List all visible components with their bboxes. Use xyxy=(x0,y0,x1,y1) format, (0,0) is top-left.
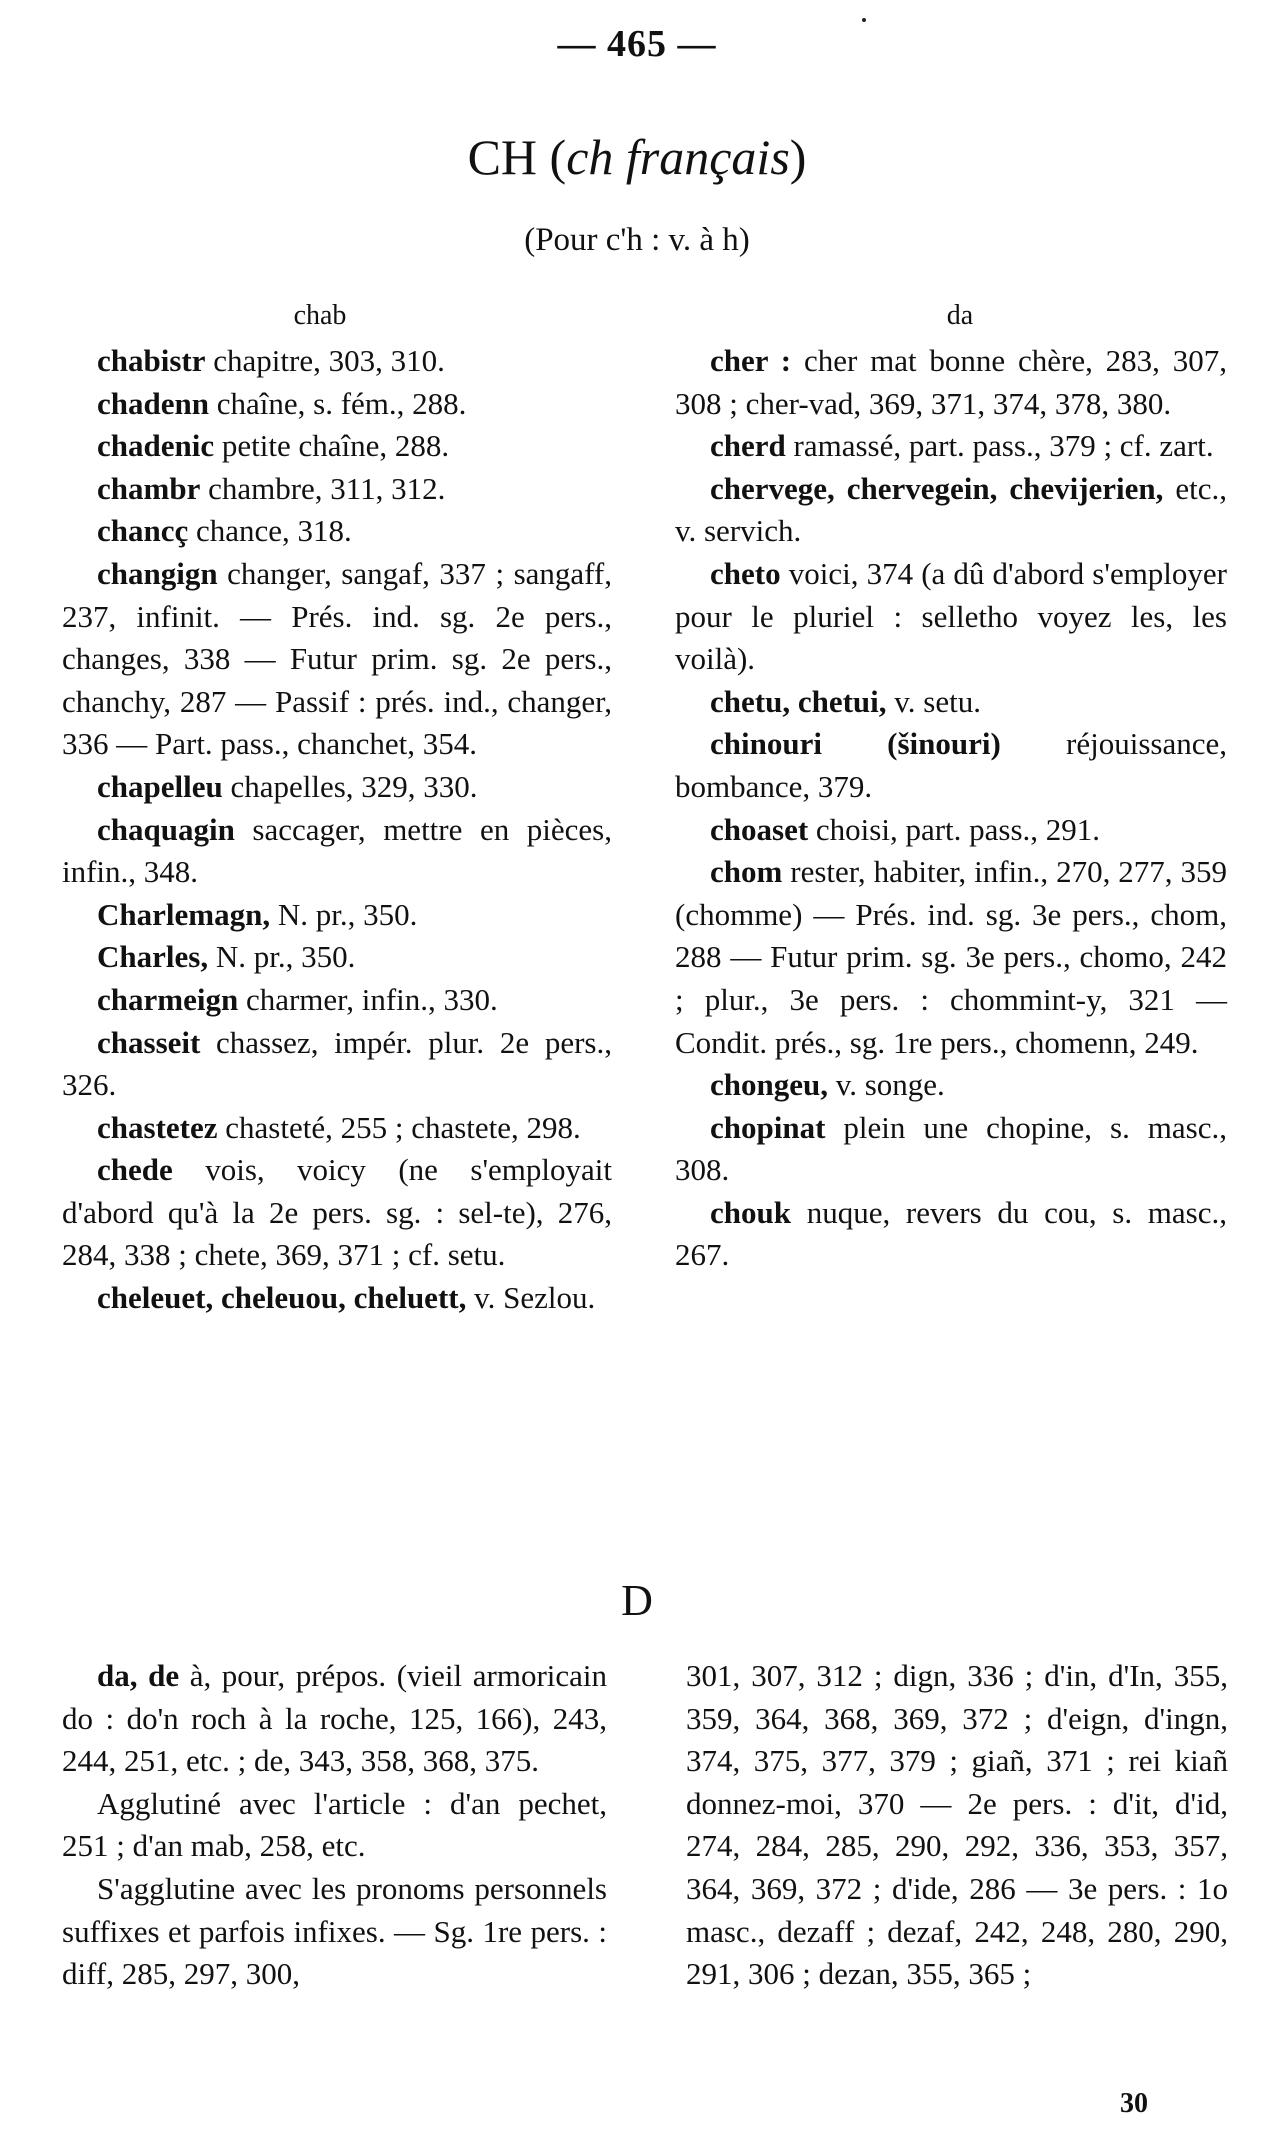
entry-headword: chervege, chervegein, chevijerien, xyxy=(710,470,1164,506)
dictionary-entry xyxy=(62,425,612,468)
entry-headword: chadenic xyxy=(97,428,215,464)
entry-headword: chabistr xyxy=(97,343,206,378)
dictionary-entry xyxy=(675,553,1227,681)
entry-headword: chopinat xyxy=(710,1109,826,1145)
entry-headword: Charlemagn, xyxy=(97,896,271,932)
entry-headword: chadenn xyxy=(97,385,209,421)
entry-headword: chambr xyxy=(97,470,201,506)
entry-headword: choaset xyxy=(710,811,809,847)
entry-definition: à, pour, prépos. (vieil armoricain do : do'n roch à la roche, 125, 166), 243, 244, 251, etc. ; de, 343, 358, 368, 375. xyxy=(62,1658,608,1779)
dictionary-entry xyxy=(62,1783,607,1868)
entry-headword: chastetez xyxy=(97,1109,218,1145)
dictionary-entry xyxy=(675,1064,1227,1107)
entry-headword: chapelleu xyxy=(97,768,223,804)
dictionary-entry xyxy=(675,681,1227,724)
entry-headword: da, de xyxy=(97,1658,180,1693)
entry-headword: chede xyxy=(97,1152,173,1188)
entry-headword: cher : xyxy=(710,343,792,378)
dictionary-entry xyxy=(62,1022,612,1107)
title-paren-close: ) xyxy=(789,129,807,185)
entry-definition: petite chaîne, 288. xyxy=(221,428,450,464)
column-head-left: chab xyxy=(293,300,347,331)
entry-definition: chasteté, 255 ; chastete, 298. xyxy=(225,1109,581,1145)
entry-definition: chapelles, 329, 330. xyxy=(230,768,478,804)
entry-headword: changign xyxy=(97,555,218,591)
signature-mark: 30 xyxy=(1120,2088,1148,2119)
title-italic: ch français xyxy=(566,129,790,185)
dictionary-entry xyxy=(686,1655,1228,1996)
section-title xyxy=(0,128,1274,186)
entry-definition: etc., v. servich. xyxy=(675,470,1227,549)
dictionary-entry xyxy=(675,723,1227,808)
dictionary-entry xyxy=(62,894,612,937)
entry-definition: chaîne, s. fém., 288. xyxy=(216,385,467,421)
entry-definition: N. pr., 350. xyxy=(215,939,356,975)
entry-definition: rester, habiter, infin., 270, 277, 359 (chomme) — Prés. ind. sg. 3e pers., chom, 288 — Futur prim. sg. 3e pers., chomo, 242 ; plur., 3e pers. : chommint-y, 321 — Condit. prés., sg. 1re pers., chomenn, 249. xyxy=(675,854,1227,1060)
dictionary-entry xyxy=(675,340,1227,425)
dictionary-entry xyxy=(62,1655,607,1783)
dictionary-entry xyxy=(62,1868,607,1996)
dictionary-entry xyxy=(675,1192,1227,1277)
dictionary-entry xyxy=(62,979,612,1022)
entry-definition: charmer, infin., 330. xyxy=(245,981,498,1017)
dictionary-entry xyxy=(62,340,612,383)
entry-definition: chambre, 311, 312. xyxy=(208,470,446,506)
dictionary-entry xyxy=(62,510,612,553)
entry-definition: v. Sezlou. xyxy=(474,1280,596,1316)
title-main: CH xyxy=(467,129,538,185)
dictionary-entry xyxy=(675,468,1227,553)
d-right-column xyxy=(686,1655,1228,1996)
dictionary-entry xyxy=(62,1149,612,1277)
title-paren-open: ( xyxy=(549,129,567,185)
entry-headword: chancç xyxy=(97,513,189,549)
entry-definition: réjouissance, bombance, 379. xyxy=(675,726,1227,804)
entry-definition: chapitre, 303, 310. xyxy=(213,343,445,378)
entry-headword: chetu, chetui, xyxy=(710,683,887,719)
entry-definition: ramassé, part. pass., 379 ; cf. zart. xyxy=(793,428,1214,464)
dictionary-entry xyxy=(62,468,612,511)
entry-headword: cherd xyxy=(710,428,786,464)
entry-definition: saccager, mettre en pièces, infin., 348. xyxy=(62,811,612,890)
entry-headword: cheto xyxy=(710,555,781,591)
dictionary-entry xyxy=(62,1277,612,1320)
d-left-column xyxy=(62,1655,607,1996)
entry-definition: N. pr., 350. xyxy=(277,896,418,932)
entry-headword: charmeign xyxy=(97,981,239,1017)
dictionary-entry xyxy=(675,851,1227,1064)
section-letter: D xyxy=(621,1576,653,1625)
dictionary-entry xyxy=(62,809,612,894)
entry-headword: chaquagin xyxy=(97,811,235,847)
dictionary-entry xyxy=(62,1107,612,1150)
dictionary-entry xyxy=(675,425,1227,468)
right-column xyxy=(675,340,1227,1277)
dictionary-entry xyxy=(62,936,612,979)
entry-headword: cheleuet, cheleuou, cheluett, xyxy=(97,1280,467,1316)
entry-headword: chasseit xyxy=(97,1024,201,1060)
entry-headword: chouk xyxy=(710,1194,791,1230)
entry-headword: Charles, xyxy=(97,939,209,975)
subtitle: (Pour c'h : v. à h) xyxy=(524,222,750,258)
entry-definition: vois, voicy (ne s'employait d'abord qu'à la 2e pers. sg. : sel-te), 276, 284, 338 ; chete, 369, 371 ; cf. setu. xyxy=(62,1152,612,1273)
entry-definition: chassez, impér. plur. 2e pers., 326. xyxy=(62,1024,612,1103)
entry-definition: v. songe. xyxy=(835,1067,945,1103)
entry-headword: chongeu, xyxy=(710,1067,828,1103)
dictionary-entry xyxy=(675,809,1227,852)
entry-definition: choisi, part. pass., 291. xyxy=(815,811,1101,847)
entry-definition: 301, 307, 312 ; dign, 336 ; d'in, d'In, 355, 359, 364, 368, 369, 372 ; d'eign, d'ingn, 374, 375, 377, 379 ; giañ, 371 ; rei kiañ donnez-moi, 370 — 2e pers. : d'it, d'id, 274, 284, 285, 290, 292, 336, 353, 357, 364, 369, 372 ; d'ide, 286 — 3e pers. : 1o masc., dezaff ; dezaf, 242, 248, 280, 290, 291, 306 ; dezan, 355, 365 ; xyxy=(686,1658,1228,1992)
column-head-right: da xyxy=(946,300,974,331)
entry-definition: voici, 374 (a dû d'abord s'employer pour le pluriel : selletho voyez les, les voilà). xyxy=(675,555,1228,677)
entry-headword: chom xyxy=(710,854,783,890)
entry-definition: chance, 318. xyxy=(196,513,352,549)
entry-definition: cher mat bonne chère, 283, 307, 308 ; cher-vad, 369, 371, 374, 378, 380. xyxy=(675,343,1227,421)
left-column xyxy=(62,340,612,1320)
dictionary-entry xyxy=(62,383,612,426)
entry-definition: S'agglutine avec les pronoms personnels suffixes et parfois infixes. — Sg. 1re pers. : diff, 285, 297, 300, xyxy=(62,1870,607,1992)
dictionary-entry xyxy=(62,553,612,766)
dictionary-entry xyxy=(675,1107,1227,1192)
entry-definition: plein une chopine, s. masc., 308. xyxy=(675,1109,1228,1188)
entry-definition: Agglutiné avec l'article : d'an pechet, 251 ; d'an mab, 258, etc. xyxy=(62,1785,607,1864)
entry-definition: nuque, revers du cou, s. masc., 267. xyxy=(675,1194,1228,1273)
dictionary-entry xyxy=(62,766,612,809)
entry-definition: v. setu. xyxy=(894,683,981,719)
entry-definition: changer, sangaf, 337 ; sangaff, 237, infinit. — Prés. ind. sg. 2e pers., changes, 338 — Futur prim. sg. 2e pers., chanchy, 287 — Passif : prés. ind., changer, 336 — Part. pass., chanchet, 354. xyxy=(62,555,612,762)
entry-headword: chinouri (šinouri) xyxy=(710,726,1001,762)
page-number: — 465 — xyxy=(557,23,717,65)
